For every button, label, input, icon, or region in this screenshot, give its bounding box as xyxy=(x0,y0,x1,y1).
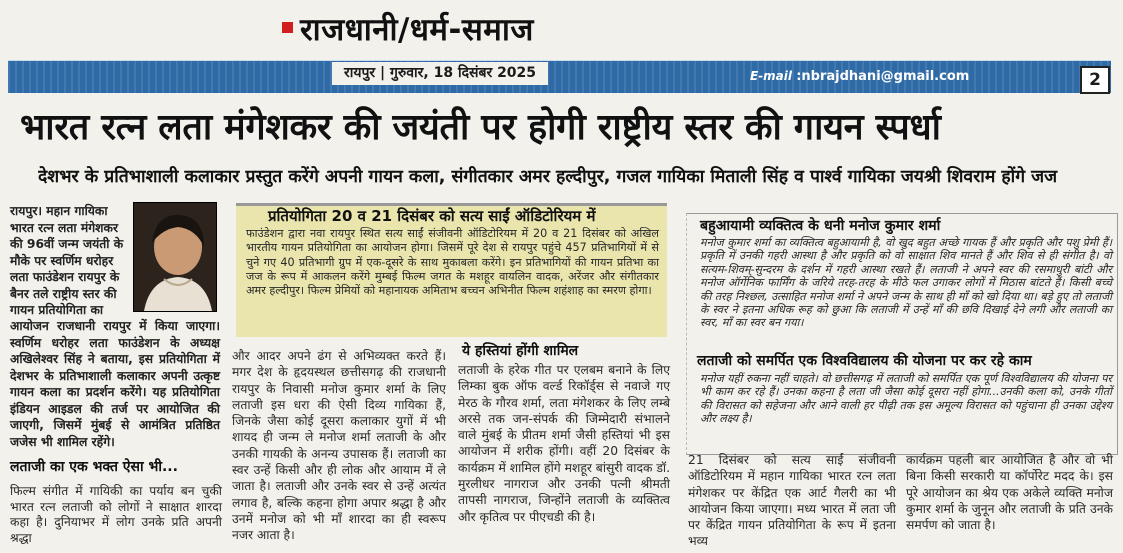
col1-line: बैनर तले राष्ट्रीय स्तर की xyxy=(10,286,117,301)
col1-line: मौके पर स्वर्णिम धरोहर xyxy=(10,253,114,268)
portrait-icon xyxy=(134,203,216,311)
dateline: रायपुर | गुरुवार, 18 दिसंबर 2025 xyxy=(332,62,548,85)
section-title: राजधानी/धर्म-समाज xyxy=(300,12,534,48)
col1-line: की 96वीं जन्म जयंती के xyxy=(10,237,124,251)
col1-subhead: लताजी का एक भक्त ऐसा भी... xyxy=(10,459,178,475)
col1-intro xyxy=(10,203,132,319)
headline: भारत रत्न लता मंगेशकर की जयंती पर होगी राष्ट्रीय स्तर की गायन स्पर्धा xyxy=(20,106,941,148)
col2-paragraph: और आदर अपने ढंग से अभिव्यक्त करते हैं। मगर देश के हृदयस्थल छत्तीसगढ़ की राजधानी रायपुर के निवासी मनोज कुमार शर्मा के लिए लताजी इस धरा की ऐसी दिव्य गायिका हैं, जिनके जैसा कोई दूसरा कलाकार युगों में भी शायद ही जन्म ले मनोज शर्मा लताजी के और उनकी गायकी के अनन्य उपासक हैं। लताजी का स्वर उन्हें किसी और ही लोक और आयाम में ले जाता है। लताजी और उनके स्वर से उन्हें अत्यंत लगाव है, बल्कि कहना होगा अपार श्रद्धा है और उनमें मनोज को भी माँ शारदा का ही स्वरूप नजर आता है। xyxy=(232,349,446,543)
col1-line: लता फाउंडेशन रायपुर के xyxy=(10,270,120,284)
col5-paragraph: 21 दिसंबर को सत्य साईं संजीवनी ऑडिटोरियम में महान गायिका भारत रत्न लता मंगेशकर पर केंद्रित एक आर्ट गैलरी का भी आयोजन किया जाएगा। मध्य भारत में लता जी पर केंद्रित गायन प्रतियोगिता के रूप में इतना भव्य xyxy=(688,453,896,549)
email-address: :nbrajdhani@gmail.com xyxy=(796,69,970,84)
col1-line: भारत रत्न लता मंगेशकर xyxy=(10,220,118,235)
col1-paragraph-2: फिल्म संगीत में गायिकी का पर्याय बन चुकी भारत रत्न लताजी को लोगों ने साक्षात शारदा कहा है। दुनियाभर में लोग उनके प्रति अपनी श्रद्धा xyxy=(10,484,222,545)
col3-paragraph: लताजी के हरेक गीत पर एलबम बनाने के लिए लिम्का बुक ऑफ वर्ल्ड रिकॉर्ड्स से नवाजे गए मेरठ के गौरव शर्मा, लता मंगेशकर के लिए लम्बे अरसे तक जन-संपर्क की जिम्मेदारी संभालने वाले मुंबई के प्रीतम शर्मा जैसी हस्तियां भी इस आयोजन में शरीक होंगी। वहीं 20 दिसंबर के कार्यक्रम में शामिल होंगे मशहूर बांसुरी वादक डॉ. मुरलीधर नागराज और उनकी पत्नी श्रीमती तापसी नागराज, जिन्होंने लताजी के व्यक्तित्व और कृतित्व पर पीएचडी की है। xyxy=(458,363,671,524)
col1-line: रायपुर। महान गायिका xyxy=(10,204,108,218)
email-label: E-mail xyxy=(750,69,793,83)
page-number: 2 xyxy=(1080,66,1110,94)
email-line xyxy=(750,69,969,84)
col1-line: गायन प्रतियोगिता का xyxy=(10,303,104,317)
lata-mangeshkar-photo xyxy=(133,202,217,312)
col6-paragraph: कार्यक्रम पहली बार आयोजित है और वो भी बिना किसी सरकारी या कॉर्पोरेट मदद के। इस पूरे आयोजन का श्रेय एक अकेले व्यक्ति मनोज कुमार शर्मा के जुनून और लताजी के प्रति उनके समर्पण को जाता है। xyxy=(906,453,1113,533)
highlight-box-text: फाउंडेशन द्वारा नवा रायपुर स्थित सत्य साईं संजीवनी ऑडिटोरियम में 20 व 21 दिसंबर को अखिल भारतीय गायन प्रतियोगिता का आयोजन होगा। जिसमें पूरे देश से रायपुर पहुंचे 457 प्रतिभागियों में से चुने गए 40 प्रतिभागी ग्रुप में एक-दूसरे के साथ मुकाबला करेंगे। इन प्रतिभागियों की गायन प्रतिभा का जज के रूप में आकलन करेंगे मुम्बई फिल्म जगत के मशहूर वायलिन वादक, अरेंजर और संगीतकार अमर हल्दीपुर। फिल्म प्रेमियों को महानायक अमिताभ बच्चन अभिनीत फिल्म शहंशाह का स्मरण होगा। xyxy=(246,227,659,298)
right-heading-1: बहुआयामी व्यक्तित्व के धनी मनोज कुमार शर्मा xyxy=(700,218,941,234)
highlight-box-heading: प्रतियोगिता 20 व 21 दिसंबर को सत्य साईं ऑडिटोरियम में xyxy=(268,207,596,225)
col1-paragraph: आयोजन राजधानी रायपुर में किया जाएगा। स्वर्णिम धरोहर लता फाउंडेशन के अध्यक्ष अखिलेश्वर सिंह ने बताया, इस प्रतियोगिता में देशभर के प्रतिभाशाली कलाकार अपनी उत्कृष्ट गायन कला का प्रदर्शन करेंगे। यह प्रतियोगिता इंडियन आइडल की तर्ज पर आयोजित की जाएगी, जिसमें मुंबई से आमंत्रित प्रतिष्ठित जजेस भी शामिल रहेंगे। xyxy=(10,319,220,449)
subheadline: देशभर के प्रतिभाशाली कलाकार प्रस्तुत करेंगे अपनी गायन कला, संगीतकार अमर हल्दीपुर, गजल गायिका मिताली सिंह व पार्श्व गायिका जयश्री शिवराम होंगे जज xyxy=(38,167,1058,187)
col3-subhead: ये हस्तियां होंगी शामिल xyxy=(462,343,579,359)
right-heading-2: लताजी को समर्पित एक विश्वविद्यालय की योजना पर कर रहे काम xyxy=(697,353,1032,369)
right-paragraph-1: मनोज कुमार शर्मा का व्यक्तित्व बहुआयामी है, वो खुद बहुत अच्छे गायक हैं और प्रकृति और पशु प्रेमी हैं। प्रकृति में उनकी गहरी आस्था है और प्रकृति को वो साक्षात शिव मानते हैं और शिव से ही संगीत है। वो सत्यम-शिवम्-सुन्दरम के दर्शन में गहरी आस्था रखते हैं। लताजी ने अपने स्वर की रसमाधुरी बांटी और मनोज ऑर्गेनिक फार्मिंग के जरिये तरह-तरह के मीठे फल उगाकर लोगों में मिठास बांटते हैं। किसी बच्चे की तरह निश्छल, उत्साहित मनोज शर्मा ने अपने जन्म के साथ ही माँ को खो दिया था। बड़े हुए तो लताजी के स्वर ने इतना अधिक रूह को छुआ कि लताजी में उन्हें माँ की छवि दिखाई देने लगी और लताजी का स्वर, माँ का स्वर बन गया। xyxy=(700,236,1112,330)
right-paragraph-2: मनोज यहीं रुकना नहीं चाहते। वो छत्तीसगढ़ में लताजी को समर्पित एक पूर्ण विश्वविद्यालय की योजना पर भी काम कर रहे हैं। उनका कहना है लता जी जैसा कोई दूसरा नहीं होगा...उनकी कला को, उनके गीतों की विरासत को सहेजना और आने वाली हर पीढ़ी तक इस अमूल्य विरासत को पहुंचाना ही उनका उद्देश्य और लक्ष्य है। xyxy=(700,372,1112,426)
